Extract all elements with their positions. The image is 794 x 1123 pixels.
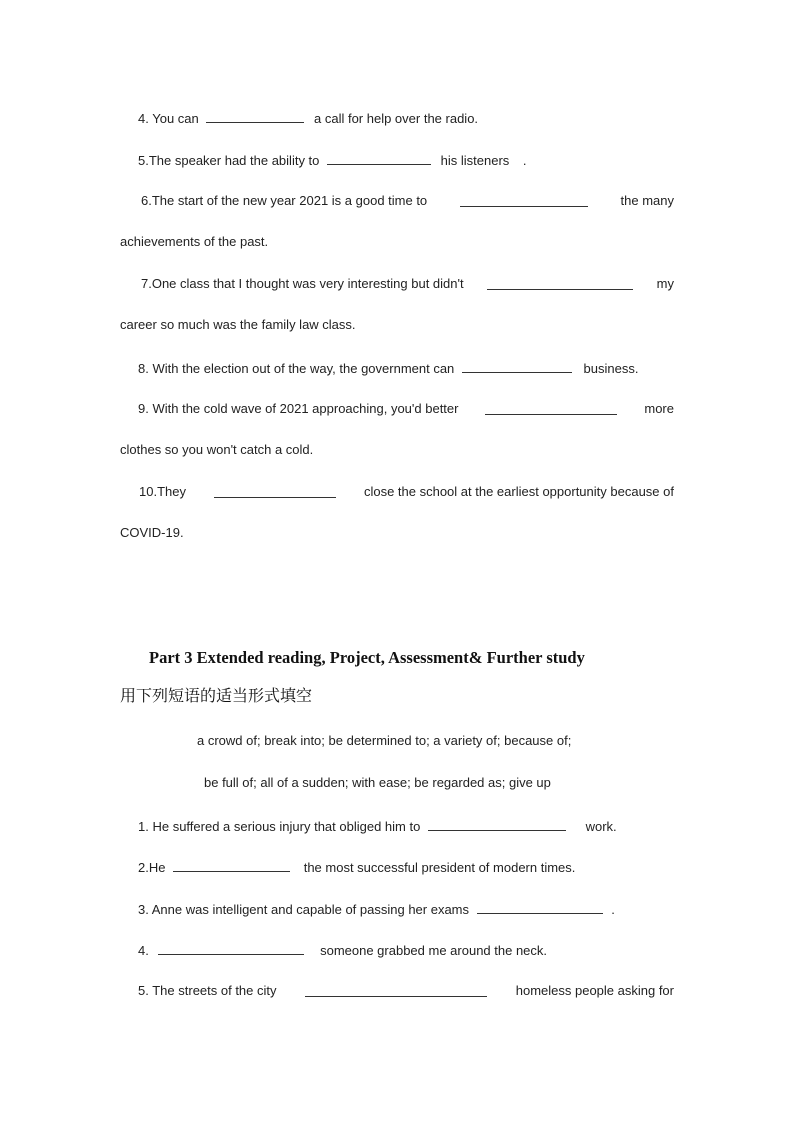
question-number: 1. [138, 819, 149, 834]
question-number: 7. [141, 276, 152, 291]
question-number: 3. [138, 902, 149, 917]
question-text: One class that I thought was very interesting but didn't [151, 276, 464, 291]
answer-blank[interactable] [477, 900, 603, 914]
question-text: They [157, 484, 186, 499]
answer-blank[interactable] [173, 858, 290, 872]
question-number: 5. [138, 983, 149, 998]
question-number: 9. [138, 401, 149, 416]
question-text: With the cold wave of 2021 approaching, you'd better [152, 401, 459, 416]
question-text: Anne was intelligent and capable of passing her exams [151, 902, 470, 917]
question-7 [141, 276, 674, 292]
question-number: 6. [141, 193, 152, 208]
question-text: the many [620, 193, 674, 208]
question-text: The speaker had the ability to [148, 153, 320, 168]
question-number: 4. [138, 111, 149, 126]
question-10 [139, 484, 674, 500]
question-text: my [656, 276, 674, 291]
question-text: . [611, 902, 615, 917]
answer-blank[interactable] [214, 484, 336, 498]
question-text: He [148, 860, 166, 875]
question-number: 4. [138, 943, 149, 958]
question-text: close the school at the earliest opportunity because of [363, 484, 674, 499]
answer-blank[interactable] [428, 817, 566, 831]
question-text: a call for help over the radio. [314, 111, 479, 126]
answer-blank[interactable] [487, 276, 633, 290]
question-text: his listeners [440, 153, 510, 168]
question-7-continued: career so much was the family law class. [120, 317, 356, 332]
word-bank-line-1: a crowd of; break into; be determined to; a variety of; because of; [197, 733, 572, 748]
question-9 [138, 401, 674, 417]
question-number: 10. [139, 484, 158, 499]
answer-blank[interactable] [305, 983, 487, 997]
section-instruction: 用下列短语的适当形式填空 [120, 686, 313, 705]
question-number: 2. [138, 860, 149, 875]
question-text: The start of the new year 2021 is a good time to [151, 193, 428, 208]
question-text: someone grabbed me around the neck. [320, 943, 548, 958]
question-text: more [644, 401, 674, 416]
part3-question-4 [138, 941, 547, 959]
question-4 [138, 109, 478, 127]
answer-blank[interactable] [485, 401, 617, 415]
answer-blank[interactable] [462, 359, 572, 373]
question-text: . [522, 153, 527, 168]
question-text: the most successful president of modern times. [303, 860, 576, 875]
answer-blank[interactable] [327, 151, 431, 165]
question-number: 8. [138, 361, 149, 376]
question-9-continued: clothes so you won't catch a cold. [120, 442, 314, 457]
section-title: Part 3 Extended reading, Project, Assessment& Further study [149, 648, 585, 667]
part3-question-1 [138, 817, 617, 835]
question-text: business. [583, 361, 639, 376]
word-bank-line-2: be full of; all of a sudden; with ease; be regarded as; give up [204, 775, 551, 790]
question-8 [138, 359, 638, 377]
answer-blank[interactable] [158, 941, 304, 955]
part3-question-3 [138, 900, 615, 918]
question-10-continued: COVID-19. [120, 525, 184, 540]
question-5 [138, 151, 527, 169]
answer-blank[interactable] [206, 109, 304, 123]
part3-question-2 [138, 858, 575, 876]
question-text: homeless people asking for [515, 983, 674, 998]
part3-question-5 [138, 983, 674, 999]
question-text: With the election out of the way, the government can [152, 361, 455, 376]
question-6-continued: achievements of the past. [120, 234, 269, 249]
question-text: He suffered a serious injury that obliged him to [152, 819, 421, 834]
question-text: The streets of the city [152, 983, 277, 998]
answer-blank[interactable] [460, 193, 588, 207]
question-text: You can [152, 111, 199, 126]
question-text: work. [585, 819, 617, 834]
question-number: 5. [138, 153, 149, 168]
question-6 [141, 193, 674, 209]
